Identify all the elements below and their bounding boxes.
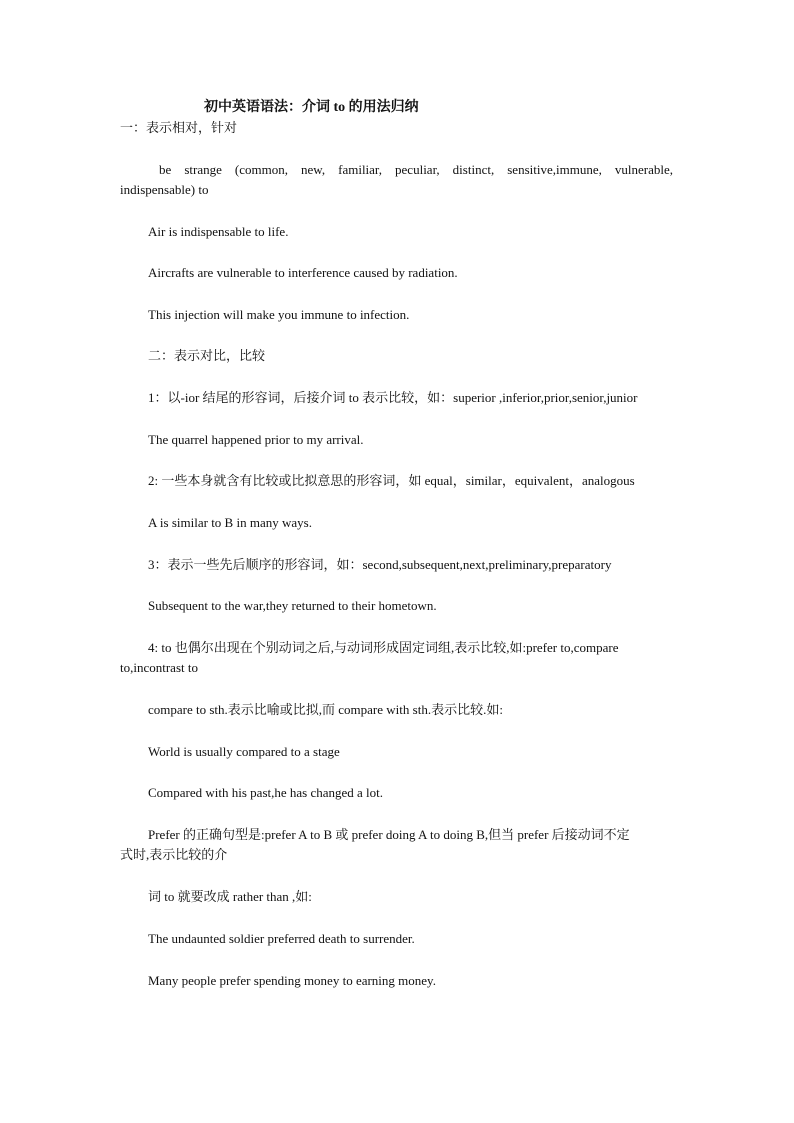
- grammar-point-4: 4: to 也偶尔出现在个别动词之后,与动词形成固定词组,表示比较,如:prefer to,compare: [148, 640, 619, 655]
- example-sentence: Compared with his past,he has changed a lot.: [148, 785, 384, 800]
- grammar-point-1: 1：以-ior 结尾的形容词，后接介词 to 表示比较，如：superior ,inferior,prior,senior,junior: [148, 390, 638, 405]
- example-sentence: Many people prefer spending money to earning money.: [148, 973, 436, 988]
- example-sentence: This injection will make you immune to infection.: [148, 307, 410, 322]
- example-sentence: World is usually compared to a stage: [148, 744, 340, 759]
- compare-note: compare to sth.表示比喻或比拟,而 compare with sth.表示比较.如:: [148, 702, 503, 717]
- prefer-note: Prefer 的正确句型是:prefer A to B 或 prefer doing A to doing B,但当 prefer 后接动词不定: [148, 827, 630, 842]
- example-sentence: A is similar to B in many ways.: [148, 515, 312, 530]
- example-sentence: The quarrel happened prior to my arrival.: [148, 432, 364, 447]
- example-sentence: Subsequent to the war,they returned to their hometown.: [148, 598, 437, 613]
- grammar-point-3: 3：表示一些先后顺序的形容词，如：second,subsequent,next,preliminary,preparatory: [148, 557, 612, 572]
- pattern-line-continued: indispensable) to: [120, 182, 209, 197]
- example-sentence: The undaunted soldier preferred death to surrender.: [148, 931, 415, 946]
- document-title: 初中英语语法：介词 to 的用法归纳: [204, 100, 419, 115]
- prefer-note-continued: 式时,表示比较的介: [120, 847, 228, 862]
- section-heading-1: 一：表示相对，针对: [120, 120, 238, 135]
- example-sentence: Aircrafts are vulnerable to interference caused by radiation.: [148, 265, 458, 280]
- example-sentence: Air is indispensable to life.: [148, 224, 289, 239]
- grammar-point-2: 2: 一些本身就含有比较或比拟意思的形容词，如 equal，similar，equivalent，analogous: [148, 473, 635, 488]
- prefer-note-continued: 词 to 就要改成 rather than ,如:: [148, 889, 312, 904]
- grammar-point-4-continued: to,incontrast to: [120, 660, 198, 675]
- pattern-line: be strange (common, new, familiar, peculiar, distinct, sensitive,immune, vulnerable,: [159, 162, 673, 177]
- section-heading-2: 二：表示对比，比较: [148, 348, 266, 363]
